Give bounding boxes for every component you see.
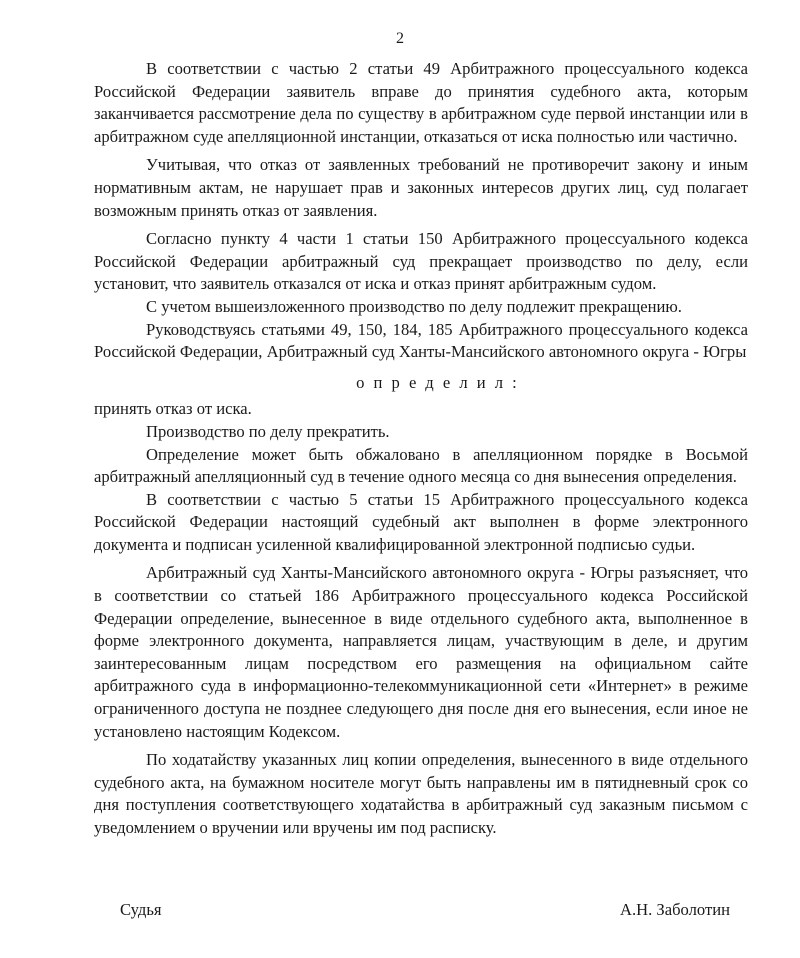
document-body: [94, 58, 748, 840]
paragraph-part-2-article-49: В соответствии с частью 2 статьи 49 Арбитражного процессуального кодекса Российской Федерации заявитель вправе до принятия судебного акта, которым заканчивается рассмотрение дела по существу в арбитражном суде первой инстанции или в арбитражном суде апелляционной инстанции, отказаться от иска полностью или частично.: [94, 59, 748, 146]
page-number: 2: [396, 30, 404, 47]
paragraph-article-150: Согласно пункту 4 части 1 статьи 150 Арбитражного процессуального кодекса Российской Федерации арбитражный суд прекращает производство по делу, если установит, что заявитель отказался от иска и отказ принят арбитражным судом.: [94, 229, 748, 294]
ruling-court-explains: Арбитражный суд Ханты-Мансийского автономного округа - Югры разъясняет, что в соответствии со статьей 186 Арбитражного процессуального кодекса Российской Федерации определение, вынесенное в виде отдельного судебного акта, выполненное в форме электронного документа, направляется лицам, участвующим в деле, и другим заинтересованным лицам посредством его размещения на официальном сайте арбитражного суда в информационно-телекоммуникационной сети «Интернет» в режиме ограниченного доступа не позднее следующего дня после дня его вынесения, если иное не установлено настоящим Кодексом.: [94, 563, 748, 741]
ruling-terminate-proceedings: Производство по делу прекратить.: [146, 421, 390, 441]
ruling-electronic-document: В соответствии с частью 5 статьи 15 Арбитражного процессуального кодекса Российской Федерации настоящий судебный акт выполнен в форме электронного документа и подписан усиленной квалифицированной электронной подписью судьи.: [94, 489, 748, 554]
ruling-appeal-notice: Определение может быть обжаловано в апелляционном порядке в Восьмой арбитражный апелляционный суд в течение одного месяца со дня вынесения определения.: [94, 444, 748, 487]
paragraph-refusal-considered: Учитывая, что отказ от заявленных требований не противоречит закону и иным нормативным актам, не нарушает прав и законных интересов других лиц, суд полагает возможным принять отказ от заявления.: [94, 155, 748, 220]
signature-name: А.Н. Заболотин: [620, 900, 730, 919]
ruling-accept-refusal: принять отказ от иска.: [94, 399, 252, 419]
ruling-heading: определил:: [356, 372, 526, 392]
ruling-paper-copies: По ходатайству указанных лиц копии определения, вынесенного в виде отдельного судебного акта, на бумажном носителе могут быть направлены им в пятидневный срок со дня поступления соответствующего ходатайства в арбитражный суд заказным письмом с уведомлением о вручении или вручены им под расписку.: [94, 750, 748, 837]
signature-title: Судья: [120, 900, 162, 919]
paragraph-guided-by: Руководствуясь статьями 49, 150, 184, 185 Арбитражного процессуального кодекса Российской Федерации, Арбитражный суд Ханты-Мансийского автономного округа - Югры: [94, 319, 748, 362]
signature-block: [120, 900, 730, 920]
paragraph-termination-conclusion: С учетом вышеизложенного производство по делу подлежит прекращению.: [146, 296, 682, 316]
